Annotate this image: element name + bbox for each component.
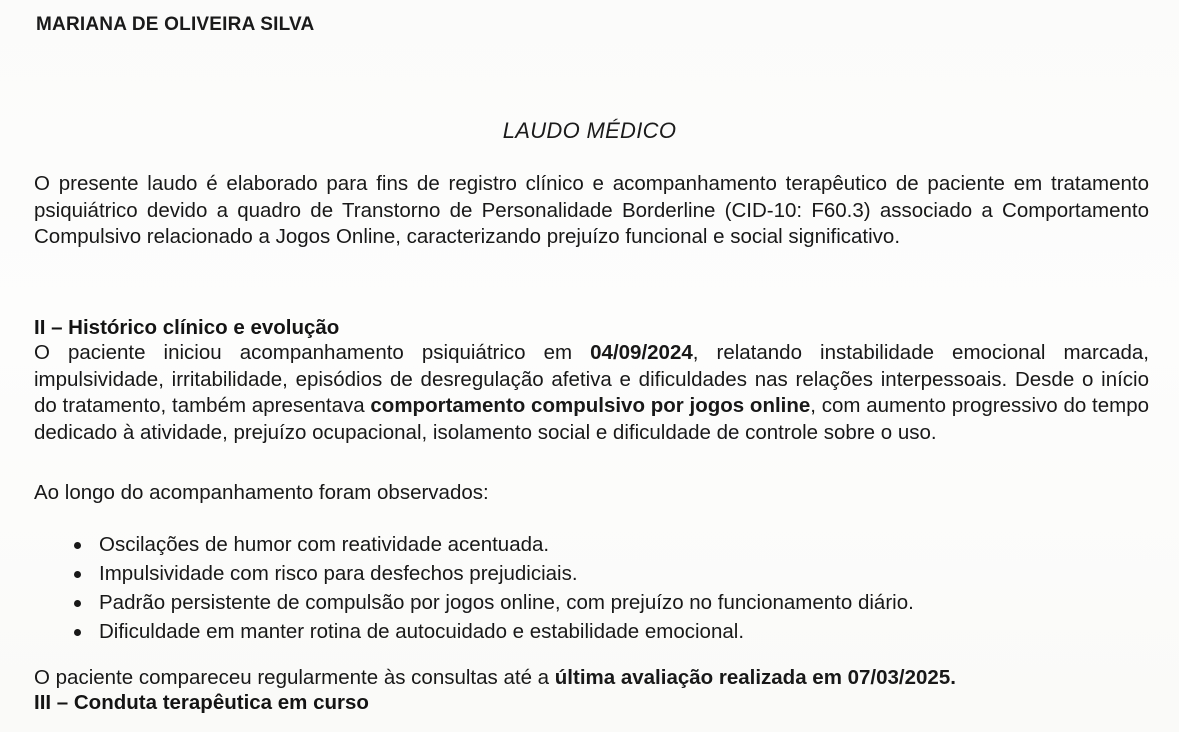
document-title: LAUDO MÉDICO: [502, 118, 677, 143]
observations-list: [74, 530, 914, 646]
history-text-1: O paciente iniciou acompanhamento psiquiátrico em: [34, 341, 591, 364]
closing-text: O paciente compareceu regularmente às consultas até a: [34, 666, 555, 689]
list-item: [74, 530, 914, 559]
list-item-text: Dificuldade em manter rotina de autocuidado e estabilidade emocional.: [99, 620, 745, 643]
history-paragraph: [34, 340, 1149, 446]
list-item: [74, 617, 914, 646]
bullet-icon: [74, 542, 81, 549]
section-heading-history: II – Histórico clínico e evolução: [34, 316, 340, 339]
list-item: [74, 588, 914, 617]
bullet-icon: [74, 600, 81, 607]
list-item-text: Impulsividade com risco para desfechos prejudiciais.: [99, 562, 578, 585]
bullet-icon: [74, 571, 81, 578]
list-item-text: Oscilações de humor com reatividade acentuada.: [99, 533, 550, 556]
history-text-2: , relatando instabilidade emocional marcada, impulsividade, irritabilidade, episódios de desregulação afetiva e dificuldades nas relações interpessoais. Desde o início do tratamento, também apresentava: [34, 341, 1149, 417]
section-heading-conduct: III – Conduta terapêutica em curso: [34, 691, 369, 714]
closing-paragraph: [34, 665, 956, 691]
list-item-text: Padrão persistente de compulsão por jogos online, com prejuízo no funcionamento diário.: [99, 591, 914, 614]
patient-name: MARIANA DE OLIVEIRA SILVA: [36, 14, 315, 35]
history-start-date: 04/09/2024: [590, 341, 693, 364]
history-text-3: , com aumento progressivo do tempo dedicado à atividade, prejuízo ocupacional, isolamento social e dificuldade de controle sobre o uso.: [34, 394, 1149, 444]
intro-paragraph: O presente laudo é elaborado para fins de registro clínico e acompanhamento terapêutico de paciente em tratamento psiquiátrico devido a quadro de Transtorno de Personalidade Borderline (CID-10: F60.3) associado a Comportamento Compulsivo relacionado a Jogos Online, caracterizando prejuízo funcional e social significativo.: [34, 172, 1149, 248]
last-evaluation: última avaliação realizada em 07/03/2025.: [554, 666, 956, 689]
history-highlight: comportamento compulsivo por jogos online: [370, 394, 811, 417]
observations-intro: Ao longo do acompanhamento foram observados:: [34, 481, 489, 504]
list-item: [74, 559, 914, 588]
bullet-icon: [74, 629, 81, 636]
